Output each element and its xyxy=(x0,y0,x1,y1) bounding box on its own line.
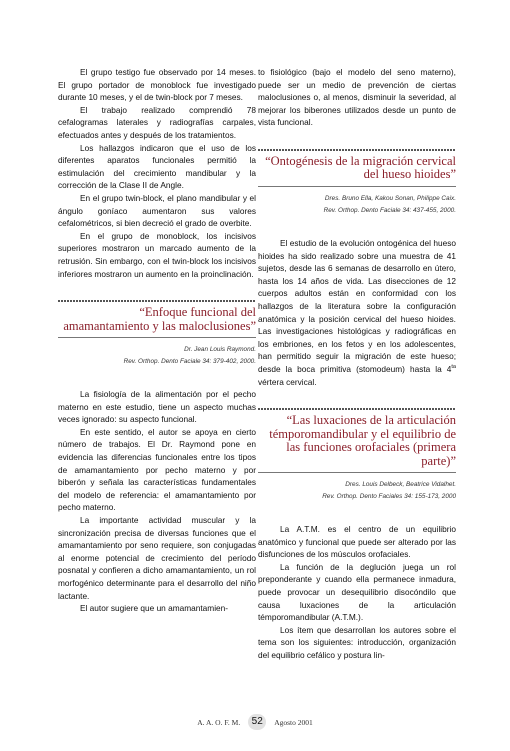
title-divider xyxy=(258,472,456,473)
dotted-divider xyxy=(258,149,456,151)
paragraph xyxy=(258,237,456,388)
paragraph: Los hallazgos indicaron que el uso de los diferentes aparatos funcionales permitió la estimulación del crecimiento mandibular y la corrección de la Clase II de Angle. xyxy=(58,142,256,191)
paragraph: to fisiológico (bajo el modelo del seno materno), puede ser un medio de prevención de ciertas maloclusiones o, al menos, disminuir la severidad, al mejorar los biberones utilizados desde un punto de vista funcional. xyxy=(258,67,456,128)
right-column xyxy=(258,66,456,662)
paragraph: El grupo testigo fue observado por 14 meses. El grupo portador de monoblock fue investigado durante 10 meses, y el de twin-block por 7 meses. xyxy=(58,67,256,103)
article-authors: Dres. Bruno Ella, Kakou Sonan, Philippe Caix. xyxy=(324,194,456,202)
title-divider xyxy=(58,337,256,338)
ordinal-superscript: ta xyxy=(451,364,456,371)
paragraph: La función de la deglución juega un rol preponderante y cuando ella permanece inmadura, puede provocar un desequilibrio disocóndilo que causa luxaciones de la articulación témporomandibular (A.T.M.). xyxy=(258,561,456,623)
paragraph-text: El estudio de la evolución ontogénica del hueso hioides ha sido realizado sobre una muestra de 41 sujetos, desde las 6 semanas de desarrollo en útero, hasta los 14 años de vida. Las disecciones de 12 cuerpos adultos están en conformidad con los hallazgos de la literatura sobre la configuración anatómica y la posición cervical del hueso hioides. Las investigaciones histológicas y radiográficas en los embriones, en los fetos y en los adolescentes, han permitido seguir la migración de este hueso; desde la boca primitiva (stomodeum) hasta la 4 xyxy=(258,237,456,374)
article-authors: Dres. Louis Delbeck, Beatrice Vidalhet. xyxy=(345,481,456,489)
dotted-divider xyxy=(58,300,256,302)
paragraph: La fisiología de la alimentación por el pecho materno en este estudio, tiene un aspecto muchas veces ignorado: su aspecto funcional. xyxy=(58,389,256,425)
paragraph-text: vértera cervical. xyxy=(258,376,317,387)
issue-date: Agosto 2001 xyxy=(274,717,313,727)
paragraph: Los ítem que desarrollan los autores sobre el tema son los siguientes: introducción, organización del equilibrio cefálico y postura lin- xyxy=(258,624,456,661)
article-title: “Enfoque funcional del amamantamiento y las maloclusiones” xyxy=(63,305,256,333)
article-citation: Rev. Orthop. Dento Faciale 34: 379-402, 2000. xyxy=(123,358,256,366)
paragraph: El autor sugiere que un amamantamien- xyxy=(80,603,229,614)
title-divider xyxy=(258,186,456,187)
paragraph: En el grupo twin-block, el plano mandibular y el ángulo goníaco aumentaron sus valores cefalométricos, si bien decreció el grado de overbite. xyxy=(58,192,256,229)
article-summary-atm xyxy=(258,408,456,662)
paragraph: En este sentido, el autor se apoya en cierto número de trabajos. El Dr. Raymond pone en evidencia las diferencias funcionales entre los tipos de amamantamiento por pecho materno y por biberón y señala las características fundamentales del modelo de referencia: el amamantamiento por pecho materno. xyxy=(58,426,256,513)
article-summary-amamantamiento xyxy=(58,300,256,615)
article-summary-hioides xyxy=(258,149,456,388)
paragraph: En el grupo de monoblock, los incisivos superiores mostraron un marcado aumento de la retrusión. Sin embargo, con el twin-block los incisivos inferiores mostraron un aumento en la proinclinación. xyxy=(58,230,256,279)
paragraph: El trabajo realizado comprendió 78 cefalogramas laterales y radiografías carpales, efectuados antes y después de los tratamientos. xyxy=(58,104,256,140)
article-authors: Dr. Jean Louis Raymond. xyxy=(184,346,256,354)
article-title: “Las luxaciones de la articulación témporomandibular y el equilibrio de las funciones orofaciales (primera parte)” xyxy=(269,413,456,468)
page-footer xyxy=(0,712,510,732)
left-column xyxy=(58,66,256,615)
journal-name: A. A. O. F. M. xyxy=(197,717,241,727)
paragraph: La importante actividad muscular y la sincronización precisa de diversas funciones que el amamantamiento por seno requiere, son conjugadas al enorme potencial de crecimiento del período posnatal y confieren a dicho amamantamiento, un rol morfogénico determinante para el desarrollo del niño lactante. xyxy=(58,515,256,601)
article-citation: Rev. Orthop. Dento Faciales 34: 155-173, 2000 xyxy=(322,493,456,501)
article-citation: Rev. Orthop. Dento Faciale 34: 437-455, 2000. xyxy=(323,206,456,214)
page-number: 52 xyxy=(248,714,266,730)
article-title: “Ontogénesis de la migración cervical del hueso hioides” xyxy=(265,153,456,182)
dotted-divider xyxy=(258,408,456,410)
paragraph: La A.T.M. es el centro de un equilibrio anatómico y funcional que puede ser alterado por las disfunciones de los músculos orofaciales. xyxy=(258,524,456,560)
